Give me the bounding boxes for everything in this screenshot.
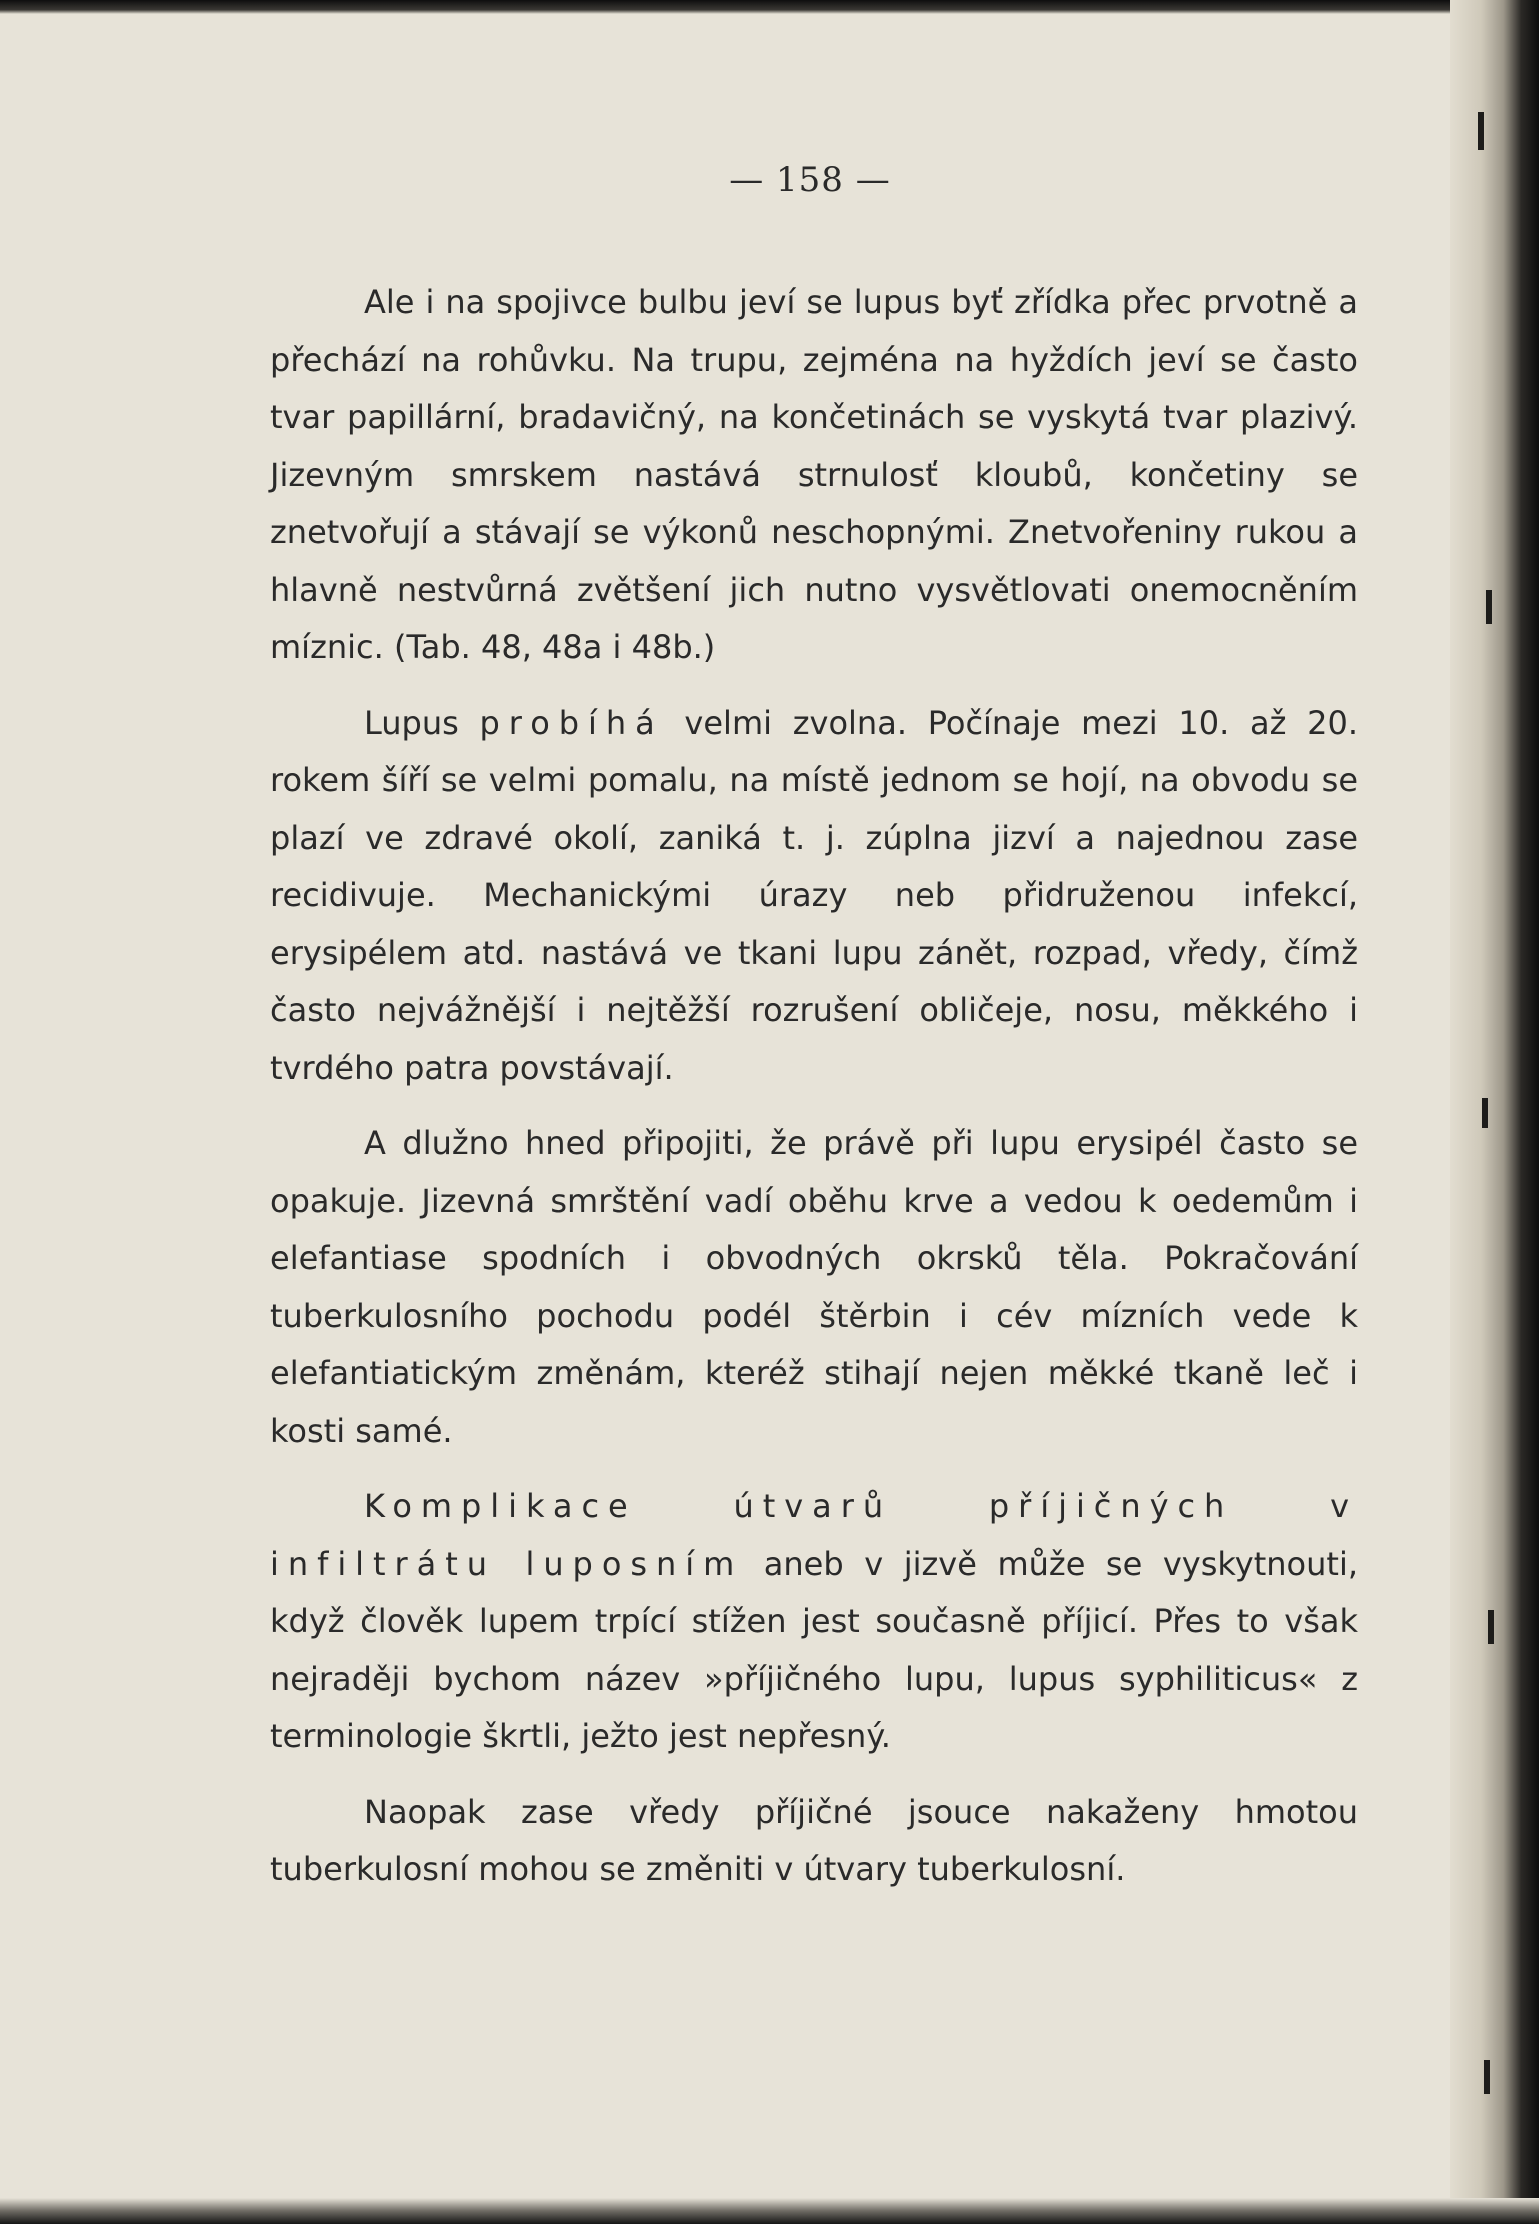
paragraph — [270, 274, 1358, 677]
paragraph — [270, 1478, 1358, 1766]
text-run: aneb v jizvě může se vyskytnouti, když člověk lupem trpící stížen jest současně příjicí. Přes to však nejraději bychom název »příjičného lupu, lupus syphiliticus« z terminologie škrtli, ježto jest nepřesný. — [270, 1544, 1359, 1755]
binding-mark — [1478, 112, 1484, 150]
page-number: — 158 — — [729, 160, 891, 200]
body-text — [270, 274, 1358, 1899]
text-run: A dlužno hned připojiti, že právě při lupu erysipél často se opakuje. Jizevná smrštění vadí oběhu krve a vedou k oedemům i elefantiase spodních i obvodných okrsků těla. Pokračování tuberkulosního pochodu podél štěrbin i cév mízních vede k elefantiatickým změnám, kteréž stihají nejen měkké tkaně leč i kosti samé. — [270, 1124, 1358, 1450]
text-run: Ale i na spojivce bulbu jeví se lupus byť zřídka přec prvotně a přechází na rohůvku. Na trupu, zejména na hyždích jeví se často tvar papillární, bradavičný, na končetinách se vyskytá tvar plazivý. Jizevným smrskem nastává strnulosť kloubů, končetiny se znetvořují a stávají se výkonů neschopnými. Znetvořeniny rukou a hlavně nestvůrná zvětšení jich nutno vysvětlovati onemocněním míznic. (Tab. 48, 48a i 48b.) — [270, 283, 1358, 666]
binding-mark — [1484, 2060, 1490, 2094]
paragraph — [270, 695, 1358, 1098]
binding-mark — [1486, 590, 1492, 624]
book-binding-edge — [1450, 0, 1539, 2224]
text-run: Naopak zase vředy příjičné jsouce nakaženy hmotou tuberkulosní mohou se změniti v útvary tuberkulosní. — [270, 1792, 1358, 1888]
text-run: velmi zvolna. Počínaje mezi 10. až 20. rokem šíří se velmi pomalu, na místě jednom se hojí, na obvodu se plazí ve zdravé okolí, zaniká t. j. zúplna jizví a najednou zase recidivuje. Mechanickými úrazy neb přidruženou infekcí, erysipélem atd. nastává ve tkani lupu zánět, rozpad, vředy, čímž často nejvážnější i nejtěžší rozrušení obličeje, nosu, měkkého i tvrdého patra povstávají. — [270, 703, 1358, 1087]
text-run: Lupus — [364, 703, 480, 742]
paragraph — [270, 1115, 1358, 1460]
binding-mark — [1488, 1610, 1494, 1644]
emphasized-term: Komplikace útvarů příjičných v infiltrátu luposním — [270, 1487, 1358, 1583]
binding-mark — [1482, 1098, 1488, 1128]
emphasized-term: probíhá — [479, 703, 664, 742]
paragraph — [270, 1784, 1358, 1899]
